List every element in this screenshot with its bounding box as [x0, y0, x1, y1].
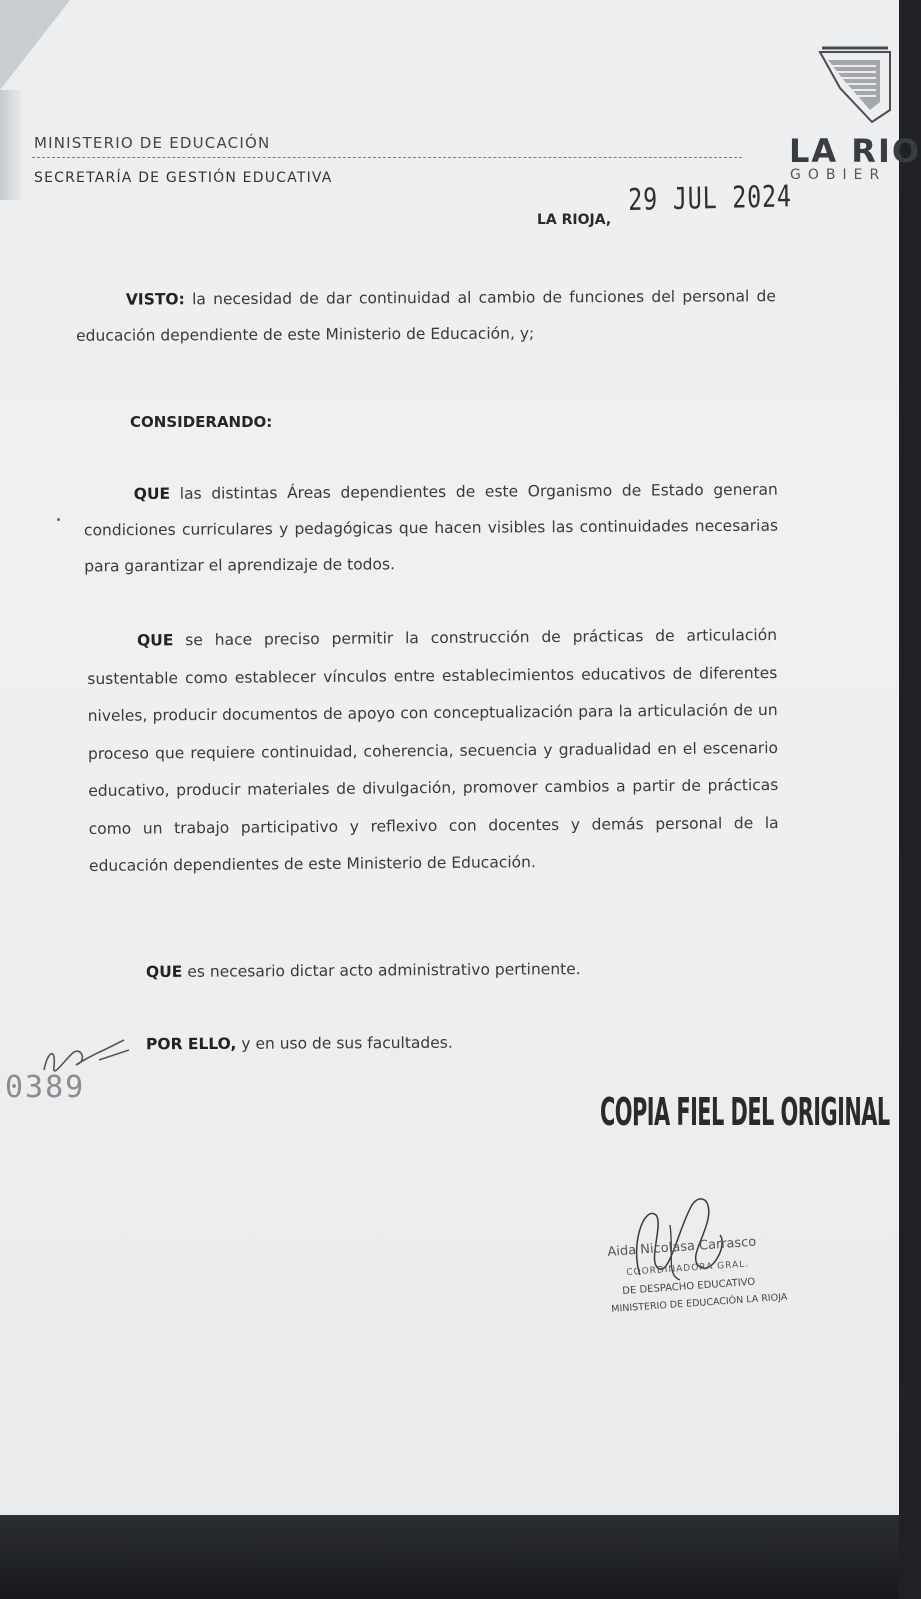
signer-name: Aida Nicolasa Carrasco [607, 1234, 757, 1260]
por-ello-text: y en uso de sus facultades. [236, 1033, 453, 1053]
place-label: LA RIOJA, [537, 212, 612, 228]
por-ello-label: POR ELLO, [145, 1034, 237, 1054]
considerando-heading: CONSIDERANDO: [130, 413, 273, 431]
date-stamp: 29 JUL 2024 [628, 179, 793, 218]
speck [57, 518, 60, 521]
secretaria-header: SECRETARÍA DE GESTIÓN EDUCATIVA [34, 170, 333, 186]
header-divider [32, 157, 742, 158]
que-label: QUE [133, 484, 171, 504]
que-paragraph-3 [146, 950, 746, 990]
que2-text: se hace preciso permitir la construcción de prácticas de articulación sustentable como establecer vínculos entre establecimientos educativos de diferentes niveles, producir documentos de apoyo con conceptualización para la articulación de un proceso que requiere continuidad, coherencia, secuencia y gradualidad en el escenario educativo, producir materiales de divulgación, promover cambios a partir de prácticas como un trabajo participativo y reflexivo con docentes y demás personal de la educación dependientes de este Ministerio de Educación. [87, 625, 779, 876]
visto-label: VISTO: [125, 290, 185, 309]
que-paragraph-2 [87, 617, 779, 886]
logo-title: LA RIO [789, 132, 921, 170]
margin-number-stamp: 0389 [5, 1070, 86, 1105]
background-surface [0, 1515, 899, 1599]
que1-text: las distintas Áreas dependientes de este Organismo de Estado generan condiciones curriculares y pedagógicas que hacen visibles las continuidades necesarias para garantizar el aprendizaje de todos. [83, 480, 779, 576]
ministry-header: MINISTERIO DE EDUCACIÓN [34, 134, 271, 152]
signer-title-3: MINISTERIO DE EDUCACIÓN LA RIOJA [611, 1291, 788, 1315]
que-label: QUE [145, 962, 183, 982]
visto-text: la necesidad de dar continuidad al cambio de funciones del personal de educación dependiente de este Ministerio de Educación, y; [76, 287, 776, 345]
que-label: QUE [136, 631, 174, 650]
logo-subtitle: GOBIER [790, 167, 887, 183]
copia-fiel-stamp: COPIA FIEL DEL ORIGINAL [600, 1090, 890, 1134]
visto-paragraph [76, 278, 776, 354]
signer-title-2: DE DESPACHO EDUCATIVO [622, 1276, 756, 1297]
por-ello-paragraph [146, 1024, 646, 1063]
que-paragraph-1 [84, 472, 779, 585]
signer-title-1: COORDINADORA GRAL. [626, 1259, 750, 1278]
page-fold-corner [0, 0, 70, 90]
que3-text: es necesario dictar acto administrativo pertinente. [182, 960, 581, 981]
binding-edge [0, 90, 22, 200]
